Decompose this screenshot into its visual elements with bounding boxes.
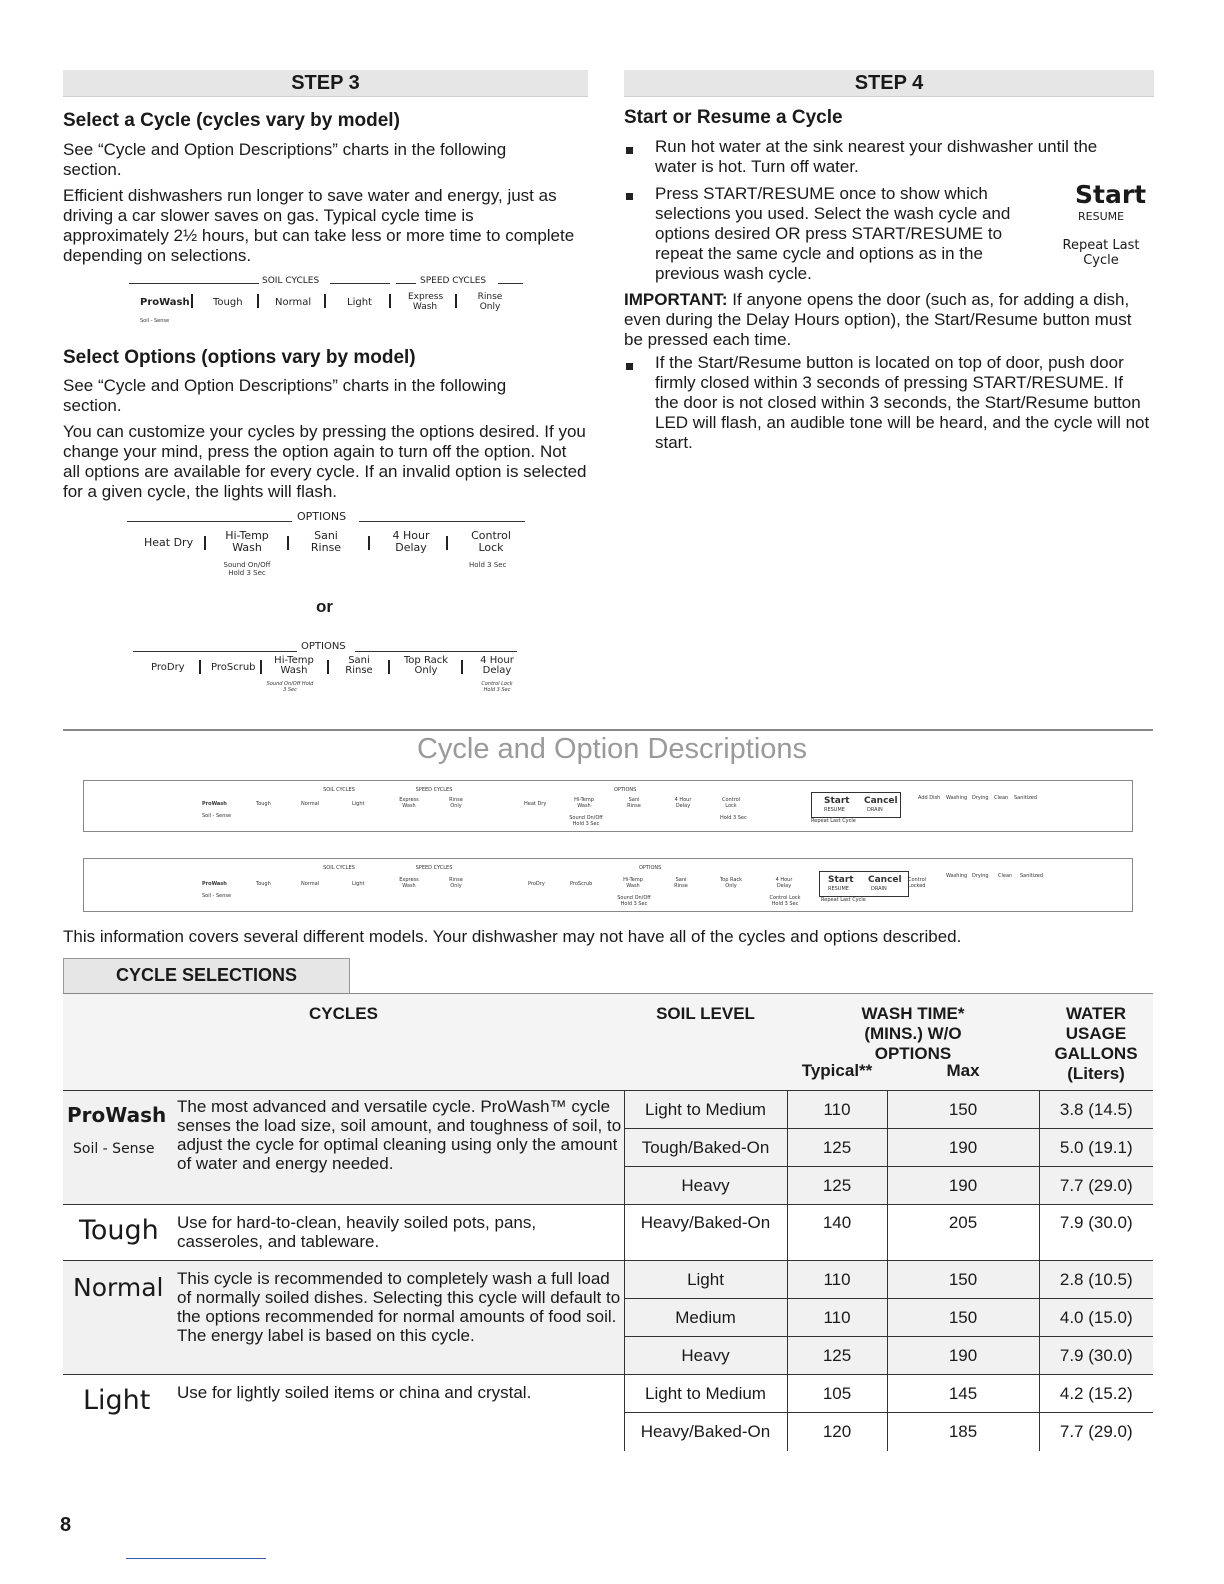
option-sani-rinse-b: Sani Rinse <box>345 655 373 676</box>
header-wash-time: WASH TIME* (MINS.) W/O OPTIONS Typical** Max <box>787 994 1039 1091</box>
option-heat-dry: Heat Dry <box>144 536 194 549</box>
step4-bullet2: Press START/RESUME once to show which selections you used. Select the wash cycle and options desired OR press START/RESUME to repeat the same cycle and options as in the previous wash cycle. <box>655 184 1011 283</box>
cycle-name-tough: Tough <box>63 1205 173 1261</box>
step3-p2: Efficient dishwashers run longer to save water and energy, just as driving a car slower saves on gas. Typical cycle time is approximately 2½ hours, but can take less or more time to complete depending on selections. <box>63 186 575 265</box>
speed-cycles-label: SPEED CYCLES <box>420 276 487 286</box>
select-options-heading: Select Options (options vary by model) <box>63 347 416 368</box>
cycle-selections-table: CYCLES SOIL LEVEL WASH TIME* (MINS.) W/O OPTIONS Typical** Max WATER USAGE GALLONS (Liters) ProWash Soil - Sense The most advanced and versatile cycle. ProWash™ cycle senses the load size, soil amount, and toughness of soil, to adjust the cycle for optimal cleaning using only the amount of water and energy needed. Light to Medium 110 150 3.8 (14.5) Tough/Baked-On 125 190 5.0 (19.1) Heavy 125 190 7.7 (29.0) Tough Use for hard-to-clean, heavily soiled pots, pans, casseroles, and tableware. Heavy/Baked-On 140 205 7.9 (30.0) Normal This cycle is recommended to completely wash a full load of normally soiled dishes. Selecting this cycle will default to the options recommended for normal amounts of food soil. The energy label is based on this cycle. Light 110 150 2.8 (10.5) Medium 110 150 4.0 (15.0) Heavy 125 190 7.9 (30.0) Light Use for lightly soiled items or china and crystal. Light to Medium 105 145 4.2 (15.2) Heavy/Baked-On 120 185 7.7 (29.0) <box>63 993 1153 1451</box>
options-label-a: OPTIONS <box>297 510 347 523</box>
header-max: Max <box>946 1061 980 1080</box>
repeat-last-cycle-graphic: Repeat Last Cycle <box>1062 238 1140 268</box>
sound-hold-label: Sound On/Off Hold 3 Sec <box>223 561 271 577</box>
soil-sense-label: Soil - Sense <box>140 318 170 324</box>
cycle-name-normal: Normal <box>63 1261 173 1375</box>
start-graphic: Start <box>1075 180 1147 209</box>
cycle-desc-normal: This cycle is recommended to completely wash a full load of normally soiled dishes. Selecting this cycle will default to the options recommended for normal amounts of food soil. The energy label is based on this cycle. <box>173 1261 624 1375</box>
cycle-desc-prowash: The most advanced and versatile cycle. ProWash™ cycle senses the load size, soil amount, and toughness of soil, to adjust the cycle for optimal cleaning using only the amount of water and energy needed. <box>173 1091 624 1205</box>
bullet-icon <box>626 363 633 370</box>
bullet-icon <box>626 193 633 200</box>
sound-hold-b: Sound On/Off Hold 3 Sec <box>266 681 314 693</box>
cycle-desc-tough: Use for hard-to-clean, heavily soiled pots, pans, casseroles, and tableware. <box>173 1205 624 1261</box>
start-cancel-box-1: Start Cancel RESUME DRAIN <box>811 792 901 818</box>
option-sani-rinse: Sani Rinse <box>310 529 342 554</box>
bullet-icon <box>626 147 633 154</box>
step4-header: STEP 4 <box>624 70 1154 97</box>
cycle-tough: Tough <box>213 297 243 308</box>
step3-header: STEP 3 <box>63 70 588 97</box>
header-cycles: CYCLES <box>63 994 624 1091</box>
or-separator: or <box>316 597 333 616</box>
step4-bullet1: Run hot water at the sink nearest your dishwasher until the water is hot. Turn off water. <box>655 137 1098 176</box>
option-proscrub: ProScrub <box>211 662 256 673</box>
control-panel-1: SOIL CYCLES SPEED CYCLES ProWash Tough Normal Light Express Wash Rinse Only Soil - Sense OPTIONS Heat Dry Hi-Temp Wash Sani Rinse 4 Hour Delay Control Lock Sound On/Off Hold 3 Sec Hold 3 Sec Start Cancel RESUME DRAIN Repeat Last Cycle Add Dish Washing Drying Clean Sanitized <box>83 780 1133 832</box>
cycle-light: Light <box>347 297 372 308</box>
header-typical: Typical** <box>801 1061 873 1080</box>
section-divider <box>63 729 1153 731</box>
start-cancel-box-2: Start Cancel RESUME DRAIN <box>819 871 909 897</box>
lock-hold-b: Control Lock Hold 3 Sec <box>481 681 513 693</box>
control-panel-2: SOIL CYCLES SPEED CYCLES ProWash Tough Normal Light Express Wash Rinse Only Soil - Sense OPTIONS ProDry ProScrub Hi-Temp Wash Sani Rinse Top Rack Only 4 Hour Delay Sound On/Off Hold 3 Sec Control Lock Hold 3 Sec Start Cancel RESUME DRAIN Repeat Last Cycle Control Locked Washing Drying Clean Sanitized <box>83 858 1133 912</box>
cycle-prowash: ProWash <box>140 297 190 308</box>
select-cycle-heading: Select a Cycle (cycles vary by model) <box>63 110 400 131</box>
options-label-b: OPTIONS <box>301 641 346 652</box>
start-resume-heading: Start or Resume a Cycle <box>624 107 843 128</box>
step4-bullet3: If the Start/Resume button is located on top of door, push door firmly closed within 3 seconds of pressing START/RESUME. If the door is not closed within 3 seconds, the Start/Resume button LED will flash, an audible tone will be heard, and the cycle will not start. <box>655 353 1150 452</box>
header-water-usage: WATER USAGE GALLONS (Liters) <box>1039 994 1153 1091</box>
cycle-express-wash: Express Wash <box>408 292 444 312</box>
footer-rule <box>126 1558 266 1559</box>
models-info: This information covers several different models. Your dishwasher may not have all of the cycles and options described. <box>63 927 962 946</box>
page-number: 8 <box>60 1514 72 1536</box>
option-prodry: ProDry <box>151 662 185 673</box>
cycle-name-light: Light <box>83 1385 151 1416</box>
soil-cycles-label: SOIL CYCLES <box>262 276 320 286</box>
cycle-selections-tab: CYCLE SELECTIONS <box>63 958 350 994</box>
header-soil-level: SOIL LEVEL <box>624 994 787 1091</box>
option-hi-temp-wash: Hi-Temp Wash <box>225 529 269 554</box>
important-note: IMPORTANT: If anyone opens the door (such as, for adding a dish, even during the Delay Hours option), the Start/Resume button must be pressed each time. <box>624 290 1132 349</box>
resume-graphic: RESUME <box>1078 210 1125 223</box>
cycle-normal: Normal <box>275 297 312 308</box>
descriptions-title: Cycle and Option Descriptions <box>416 733 808 765</box>
option-4-hour-delay-b: 4 Hour Delay <box>480 655 514 676</box>
step3-p4: You can customize your cycles by pressing the options desired. If you change your mind, press the option again to turn off the option. Not all options are available for every cycle. If an invalid option is selected for a given cycle, the lights will flash. <box>63 422 587 501</box>
cycle-desc-light: Use for lightly soiled items or china and crystal. <box>177 1383 532 1402</box>
step3-p1: See “Cycle and Option Descriptions” charts in the following section. <box>63 140 507 179</box>
option-hi-temp-wash-b: Hi-Temp Wash <box>274 655 314 676</box>
option-4-hour-delay: 4 Hour Delay <box>392 529 430 554</box>
option-top-rack-only: Top Rack Only <box>403 655 449 676</box>
cycle-rinse-only: Rinse Only <box>477 292 503 312</box>
step3-p3: See “Cycle and Option Descriptions” charts in the following section. <box>63 376 507 415</box>
option-control-lock: Control Lock <box>471 529 511 554</box>
cycle-name-prowash: ProWash Soil - Sense <box>63 1091 173 1205</box>
lock-hold-label: Hold 3 Sec <box>469 561 507 569</box>
